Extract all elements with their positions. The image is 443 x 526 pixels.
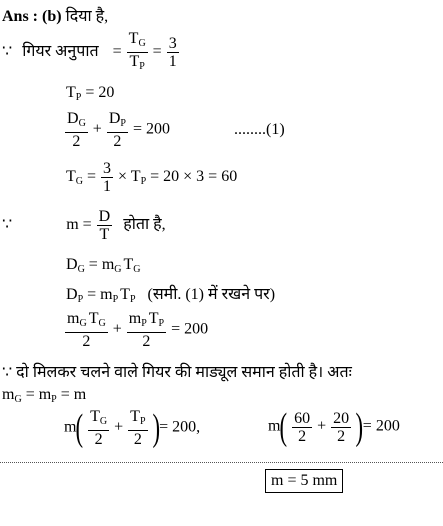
mg-tg-over-2 <box>65 310 108 350</box>
numerator: 20 <box>333 409 350 427</box>
dp-line <box>66 282 275 305</box>
gear-ratio-line <box>2 30 180 75</box>
tp-symbol: T <box>66 84 76 101</box>
denominator: 2 <box>142 333 151 350</box>
denominator: 2 <box>113 133 122 150</box>
numerator: 3 <box>103 160 112 177</box>
module-equal-statement: ∵ दो मिलकर चलने वाले गियर की माड्यूल समान होती है। अतः <box>2 364 352 381</box>
subscript: P <box>120 118 126 129</box>
equals-sign: = <box>87 168 97 186</box>
subscript: G <box>114 264 122 275</box>
subscript: P <box>140 176 147 188</box>
denominator: 2 <box>72 133 81 150</box>
plus-sign: + <box>317 417 327 435</box>
left-paren: ( <box>279 406 288 448</box>
module-text: होता है, <box>123 216 166 234</box>
times-tp: × T <box>118 168 141 186</box>
final-equation-left <box>64 408 200 448</box>
because-symbol: ∵ <box>2 43 13 61</box>
left-paren: ( <box>75 407 84 449</box>
dp-symbol: D <box>66 286 78 303</box>
numerator: D <box>67 110 79 127</box>
m-symbol: m <box>268 417 281 435</box>
plus-sign: + <box>92 120 102 138</box>
m-symbol: m <box>64 418 77 436</box>
sum-result: = 200 <box>171 320 209 338</box>
subscript: G <box>138 38 146 49</box>
mp-symbol: = m <box>87 286 113 303</box>
equation-ref: ........(1) <box>233 120 285 138</box>
tg-line <box>66 160 237 195</box>
because-symbol: ∵ <box>2 216 13 234</box>
mg-symbol: = m <box>88 256 115 273</box>
sum-result: = 200 <box>132 120 170 138</box>
numerator: 3 <box>168 35 177 52</box>
equals-sign: = <box>112 43 122 61</box>
diameter-sum-line <box>64 110 285 150</box>
answer-box: m = 5 mm <box>265 469 343 493</box>
subscript: P <box>112 294 119 305</box>
tp-over-2 <box>128 408 147 448</box>
equals-sign: = <box>152 43 162 61</box>
denominator: 2 <box>133 431 142 448</box>
tg-over-2 <box>88 408 109 448</box>
dg-over-2 <box>65 110 88 150</box>
m-symbol: m <box>128 310 142 327</box>
dp-over-2 <box>107 110 128 150</box>
final-equation-right <box>268 408 400 446</box>
module-lhs: m = <box>66 216 92 234</box>
denominator: T <box>99 226 110 243</box>
numerator: T <box>130 408 140 425</box>
mp-tp-over-2 <box>127 310 166 350</box>
ratio-fraction-3-1 <box>167 35 179 70</box>
substitution-note: (समी. (1) में रखने पर) <box>147 286 276 303</box>
gear-ratio-text: गियर अनुपात <box>22 43 99 61</box>
tg-symbol: T <box>66 168 76 186</box>
mp-symbol: = m <box>25 386 52 403</box>
subscript: G <box>79 318 87 329</box>
numerator: T <box>128 30 139 47</box>
60-over-2 <box>292 410 312 445</box>
subscript: P <box>158 318 165 329</box>
subscript: P <box>139 61 145 72</box>
numerator: 60 <box>294 409 311 427</box>
tg-result: = 20 × 3 = 60 <box>150 168 238 186</box>
subscript: P <box>139 416 146 427</box>
dotted-separator <box>0 462 443 463</box>
result: = 200, <box>159 418 201 436</box>
tp-symbol: T <box>120 286 130 303</box>
denominator: T <box>129 53 140 70</box>
20-over-2 <box>331 410 351 445</box>
dg-symbol: D <box>66 256 78 273</box>
subscript: G <box>99 416 108 427</box>
answer-heading <box>2 4 108 26</box>
denominator: 2 <box>337 427 346 445</box>
denominator: 2 <box>82 333 91 350</box>
result: = 200 <box>362 417 400 435</box>
dg-line <box>66 256 141 275</box>
subscript: G <box>98 318 106 329</box>
subscript: P <box>141 318 147 329</box>
fraction-3-1 <box>101 160 113 195</box>
ratio-fraction-tg-tp <box>127 30 148 75</box>
subscript: G <box>14 394 22 405</box>
tp-line <box>66 84 114 103</box>
m-result: = m <box>60 386 87 403</box>
subscript: G <box>75 176 84 188</box>
given-text: दिया है, <box>65 8 109 25</box>
subscript: P <box>129 294 136 305</box>
numerator: D <box>108 110 121 127</box>
t-symbol: T <box>88 310 99 327</box>
module-sum-line <box>64 310 208 350</box>
subscript: P <box>77 294 84 305</box>
plus-sign: + <box>114 418 124 436</box>
subscript: P <box>51 394 57 405</box>
tg-symbol: T <box>123 256 134 273</box>
module-equal-line <box>2 386 86 405</box>
right-paren: ) <box>152 407 160 449</box>
answer-label: Ans : (b) <box>2 8 62 25</box>
denominator: 1 <box>168 53 177 70</box>
module-definition-line <box>2 208 166 243</box>
t-symbol: T <box>148 310 159 327</box>
plus-sign: + <box>112 320 122 338</box>
d-over-t <box>97 208 113 243</box>
subscript: G <box>78 118 86 129</box>
tp-value: = 20 <box>85 84 115 101</box>
numerator: D <box>98 208 111 225</box>
denominator: 1 <box>103 178 112 195</box>
denominator: 2 <box>94 431 103 448</box>
subscript: G <box>133 264 141 275</box>
mg-symbol: m <box>2 386 15 403</box>
subscript: P <box>75 92 82 103</box>
denominator: 2 <box>298 427 307 445</box>
right-paren: ) <box>355 406 364 448</box>
m-symbol: m <box>67 310 80 327</box>
numerator: T <box>90 408 100 425</box>
subscript: G <box>77 264 85 275</box>
